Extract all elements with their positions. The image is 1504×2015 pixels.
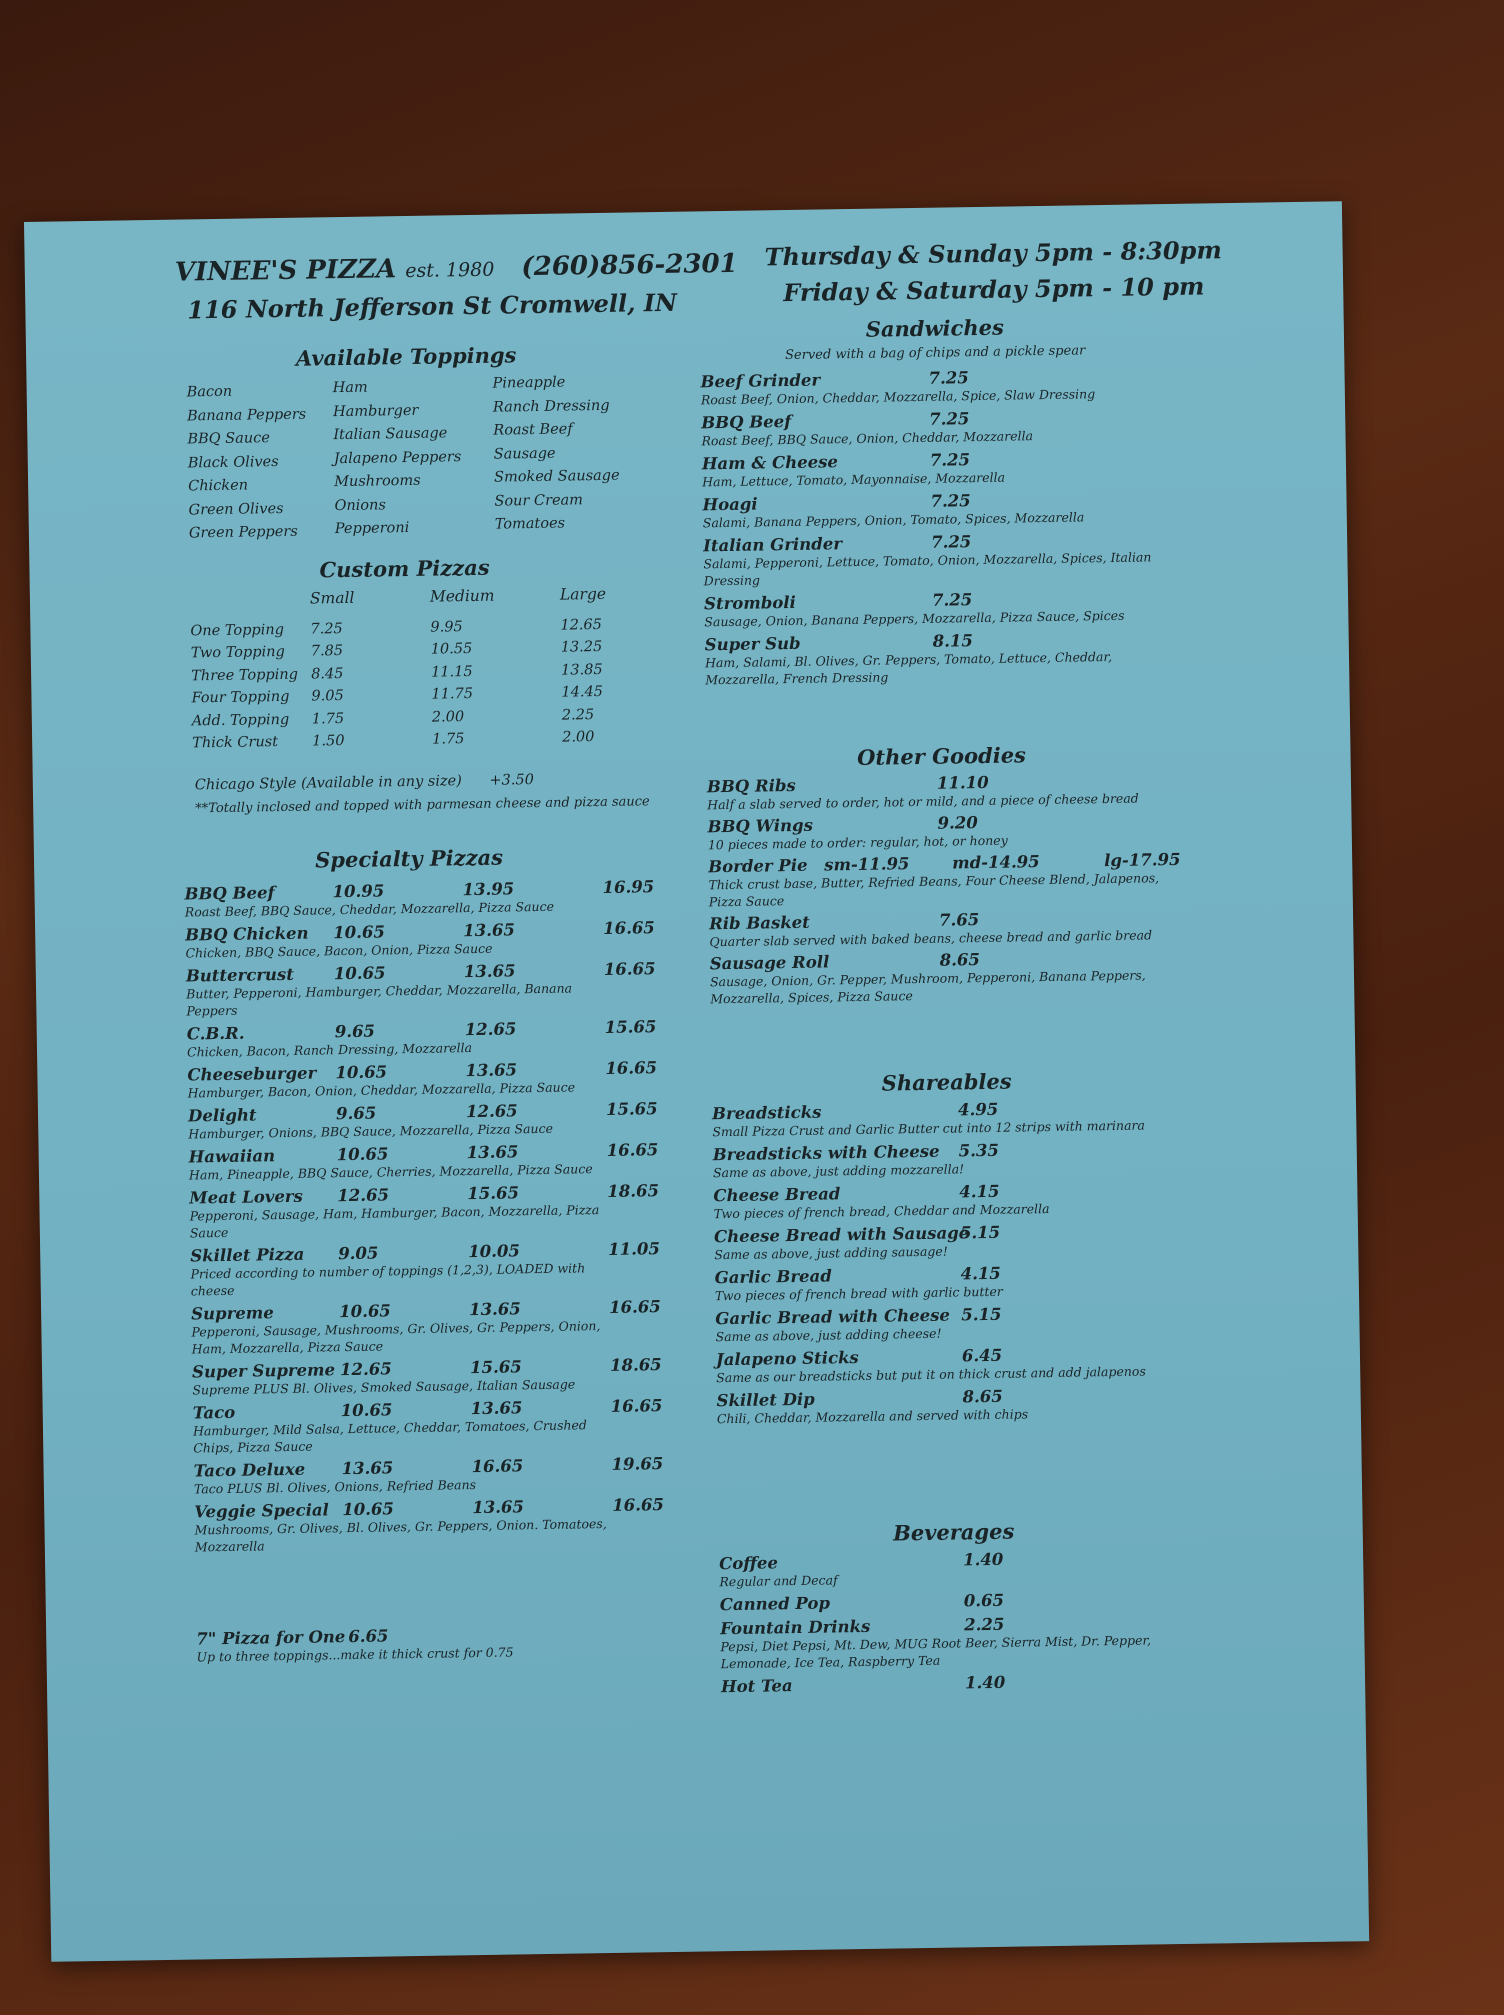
price-small: 12.65 — [337, 1185, 390, 1206]
item-price: 7.25 — [931, 590, 973, 610]
item-name: Cheese Bread — [713, 1184, 841, 1206]
menu-sheet — [24, 201, 1369, 1961]
price-medium: 12.65 — [464, 1019, 517, 1040]
goodies-list — [707, 766, 1191, 1008]
size-small: Small — [309, 589, 355, 608]
price-small: 10.65 — [336, 1144, 389, 1165]
row-label: Thick Crust — [192, 734, 279, 752]
goodie-ribs — [707, 770, 1188, 814]
price-small: 10.65 — [339, 1301, 391, 1322]
price-small: 10.65 — [335, 1062, 388, 1083]
price-large: 16.65 — [603, 959, 656, 979]
item-name: Coffee — [719, 1553, 779, 1574]
toppings-col-2 — [332, 375, 462, 541]
specialty-pizza-item — [192, 1355, 663, 1398]
price-large: 19.65 — [611, 1454, 664, 1474]
item-desc: Pepsi, Diet Pepsi, Mt. Dew, MUG Root Beer, Sierra Mist, Dr. Pepper, Lemonade, Ice Tea, Raspberry Tea — [720, 1632, 1152, 1672]
row-price: 1.75 — [432, 731, 465, 748]
item-desc: Same as above, just adding cheese! — [715, 1325, 942, 1345]
item-name: Beef Grinder — [700, 370, 821, 392]
item-price: 4.15 — [959, 1181, 1000, 1202]
sandwich-item — [701, 406, 1172, 449]
topping-item: Ham — [332, 379, 368, 397]
price-small: 10.65 — [333, 922, 386, 943]
shareable-item — [712, 1097, 1193, 1141]
shareable-item — [714, 1220, 1195, 1264]
item-name: Hot Tea — [720, 1676, 793, 1697]
row-price: 8.45 — [311, 665, 344, 683]
goodie-border-pie — [708, 850, 1189, 911]
item-desc: Hamburger, Mild Salsa, Lettuce, Cheddar, Tomatoes, Crushed Chips, Pizza Sauce — [192, 1417, 587, 1456]
topping-item: Pepperoni — [334, 519, 410, 538]
shareable-item — [713, 1179, 1194, 1223]
item-desc: Pepperoni, Sausage, Mushrooms, Gr. Olives, Gr. Peppers, Onion, Ham, Mozzarella, Pizza Sauce — [191, 1318, 601, 1357]
item-price: 7.65 — [938, 910, 980, 930]
beverages-list — [719, 1542, 1201, 1697]
specialty-pizza-item — [189, 1181, 660, 1241]
row-price: 2.25 — [561, 706, 595, 724]
item-desc: Two pieces of french bread with garlic butter — [714, 1283, 1003, 1304]
topping-item: Chicken — [188, 477, 249, 495]
item-desc: Taco PLUS Bl. Olives, Onions, Refried Beans — [193, 1477, 477, 1497]
price-medium: 15.65 — [469, 1357, 522, 1378]
item-name: Hawaiian — [188, 1146, 276, 1167]
item-desc: Sausage, Onion, Banana Peppers, Mozzarella, Pizza Sauce, Spices — [704, 607, 1125, 630]
restaurant-address: 116 North Jefferson St Cromwell, IN — [187, 287, 678, 325]
specialty-pizza-item — [194, 1495, 665, 1555]
chicago-style — [195, 772, 534, 793]
item-price: 5.15 — [961, 1304, 1002, 1325]
item-desc: Up to three toppings...make it thick crust for 0.75 — [196, 1644, 514, 1665]
size-large: Large — [559, 585, 607, 604]
sandwich-item — [705, 628, 1176, 688]
item-desc: Same as above, just adding mozzarella! — [712, 1161, 965, 1181]
row-price: 2.00 — [431, 708, 465, 726]
price-medium: 13.65 — [463, 961, 516, 982]
item-price: 7.25 — [929, 409, 970, 429]
price-large: 16.65 — [612, 1495, 665, 1515]
sandwiches-title: Sandwiches — [865, 314, 1004, 342]
row-label: One Topping — [190, 621, 285, 640]
item-name: 7" Pizza for One — [196, 1627, 346, 1649]
goodie-wings — [707, 810, 1188, 854]
sandwiches-note: Served with a bag of chips and a pickle spear — [784, 343, 1086, 364]
price-large: 18.65 — [609, 1355, 662, 1375]
item-name: Fountain Drinks — [720, 1616, 871, 1639]
item-name: Italian Grinder — [703, 534, 843, 556]
item-price: 7.25 — [930, 491, 971, 511]
item-desc: Half a slab served to order, hot or mild, and a piece of cheese bread — [707, 790, 1139, 813]
hours-fri-sat: Friday & Saturday 5pm - 10 pm — [782, 271, 1205, 308]
price-large: 16.65 — [606, 1140, 659, 1160]
item-desc: Roast Beef, BBQ Sauce, Onion, Cheddar, Mozzarella — [701, 428, 1034, 449]
row-label: Four Topping — [191, 689, 290, 707]
shareable-item — [713, 1138, 1194, 1182]
shareables-list — [712, 1092, 1197, 1427]
price-small: 10.65 — [340, 1400, 393, 1421]
item-desc: Supreme PLUS Bl. Olives, Smoked Sausage, Italian Sausage — [192, 1376, 576, 1398]
row-label: Two Topping — [190, 644, 285, 662]
item-name: Super Sub — [704, 633, 801, 655]
specialty-pizza-item — [189, 1140, 660, 1183]
item-desc: Ham, Salami, Bl. Olives, Gr. Peppers, Tomato, Lettuce, Cheddar, Mozzarella, French Dressing — [704, 648, 1113, 688]
item-name: Super Supreme — [191, 1360, 336, 1382]
price-large: 16.65 — [610, 1396, 663, 1416]
item-name: Cheeseburger — [187, 1063, 317, 1085]
item-price: 4.95 — [957, 1099, 999, 1120]
item-name: Veggie Special — [194, 1500, 330, 1522]
sandwich-item — [700, 365, 1171, 408]
item-name: Ham & Cheese — [701, 452, 839, 474]
row-price: 11.15 — [430, 663, 473, 681]
item-price: 8.65 — [939, 950, 981, 970]
price-large: 15.65 — [604, 1017, 657, 1037]
row-price: 9.05 — [311, 688, 344, 705]
price-large: 16.65 — [603, 918, 655, 938]
row-price: 12.65 — [560, 616, 603, 634]
item-name: Taco — [192, 1402, 236, 1423]
item-name: Delight — [187, 1105, 257, 1126]
specialty-pizza-item — [187, 1017, 658, 1060]
item-name: Taco Deluxe — [193, 1459, 306, 1481]
item-name: Breadsticks — [711, 1102, 822, 1124]
item-desc: Sausage, Onion, Gr. Pepper, Mushroom, Pepperoni, Banana Peppers, Mozzarella, Spices, Pizza Sauce — [709, 967, 1146, 1007]
topping-item: Roast Beef — [493, 421, 573, 439]
specialty-pizza-item — [186, 959, 657, 1019]
specialty-pizza-item — [190, 1239, 661, 1299]
beverage-item — [720, 1612, 1201, 1673]
item-name: Jalapeno Sticks — [715, 1348, 859, 1370]
item-name: BBQ Wings — [707, 815, 814, 837]
price-large: lg-17.95 — [1104, 849, 1181, 871]
item-desc: Regular and Decaf — [719, 1572, 838, 1590]
restaurant-name: VINEE'S PIZZA — [174, 254, 397, 288]
item-price: 6.65 — [348, 1626, 389, 1647]
price-medium: 13.65 — [468, 1299, 521, 1320]
item-price: 7.25 — [930, 532, 972, 552]
topping-item: Sausage — [493, 445, 556, 463]
price-small: sm-11.95 — [824, 854, 910, 875]
item-price: 2.25 — [964, 1614, 1005, 1635]
item-desc: Salami, Banana Peppers, Onion, Tomato, Spices, Mozzarella — [702, 509, 1085, 531]
row-label: Three Topping — [191, 666, 299, 685]
item-price: 11.10 — [936, 772, 989, 793]
restaurant-title — [175, 249, 738, 288]
topping-item: Sour Cream — [494, 491, 584, 510]
topping-item: Mushrooms — [333, 472, 421, 491]
specialty-pizza-item — [187, 1058, 658, 1101]
chicago-style-price: +3.50 — [489, 772, 535, 789]
price-small: 9.05 — [338, 1243, 379, 1264]
price-small: 10.95 — [332, 881, 385, 902]
price-small: 10.65 — [342, 1499, 395, 1520]
item-desc: Chicken, Bacon, Ranch Dressing, Mozzarella — [186, 1040, 473, 1060]
sandwich-item — [702, 447, 1173, 490]
item-desc: Ham, Lettuce, Tomato, Mayonnaise, Mozzarella — [702, 469, 1006, 490]
item-name: BBQ Beef — [701, 411, 792, 433]
specialty-pizza-item — [184, 877, 655, 920]
item-price: 7.25 — [928, 368, 969, 388]
item-price: 5.35 — [958, 1140, 1000, 1161]
list-item — [196, 1622, 667, 1665]
row-price: 14.45 — [561, 684, 604, 701]
item-name: Skillet Pizza — [190, 1244, 305, 1266]
beverage-item — [720, 1588, 1200, 1615]
row-price: 1.75 — [311, 710, 345, 728]
item-name: Skillet Dip — [716, 1389, 815, 1411]
price-medium: 12.65 — [465, 1101, 518, 1122]
topping-item: BBQ Sauce — [187, 430, 270, 448]
beverages-title: Beverages — [892, 1518, 1015, 1546]
item-name: Sausage Roll — [709, 952, 830, 974]
item-desc: Roast Beef, Onion, Cheddar, Mozzarella, Spice, Slaw Dressing — [700, 386, 1096, 408]
row-price: 11.75 — [431, 686, 474, 703]
item-name: BBQ Ribs — [706, 775, 796, 797]
item-name: Rib Basket — [708, 912, 810, 934]
topping-item: Bacon — [186, 383, 233, 401]
shareable-item — [715, 1302, 1196, 1346]
item-desc: Hamburger, Bacon, Onion, Cheddar, Mozzarella, Pizza Sauce — [187, 1079, 576, 1101]
specialty-pizza-item — [188, 1099, 659, 1142]
specialty-pizza-item — [193, 1454, 664, 1497]
shareable-item — [715, 1261, 1196, 1305]
topping-item: Italian Sausage — [333, 425, 448, 444]
price-small: 9.65 — [335, 1103, 377, 1124]
item-desc: Two pieces of french bread, Cheddar and Mozzarella — [713, 1201, 1050, 1222]
sandwich-item — [702, 488, 1173, 531]
specialty-pizza-item — [193, 1396, 664, 1456]
item-price: 0.65 — [963, 1590, 1005, 1611]
price-medium: 13.65 — [466, 1142, 519, 1163]
topping-item: Hamburger — [332, 402, 419, 420]
item-price: 7.25 — [929, 450, 971, 470]
toppings-col-3 — [492, 371, 620, 537]
item-price: 6.45 — [961, 1345, 1003, 1366]
item-desc: Same as our breadsticks but put it on thick crust and add jalapenos — [716, 1363, 1146, 1386]
item-name: BBQ Beef — [184, 883, 275, 904]
item-desc: 10 pieces made to order: regular, hot, or honey — [707, 832, 1008, 853]
sandwich-item — [704, 587, 1175, 630]
item-name: Garlic Bread with Cheese — [715, 1305, 951, 1329]
item-price: 5.15 — [959, 1222, 1001, 1243]
item-price: 1.40 — [964, 1672, 1006, 1693]
topping-item: Ranch Dressing — [492, 397, 610, 416]
sandwich-item — [703, 529, 1174, 589]
topping-item: Smoked Sausage — [493, 467, 620, 486]
topping-item: Green Peppers — [188, 523, 298, 542]
pizza-for-one — [196, 1618, 667, 1665]
price-large: 16.65 — [605, 1058, 658, 1078]
price-large: 15.65 — [605, 1099, 658, 1119]
shareable-item — [716, 1384, 1197, 1428]
price-large: 11.05 — [608, 1239, 661, 1259]
item-name: Hoagi — [702, 494, 758, 515]
beverage-item — [721, 1670, 1201, 1697]
specialty-list — [184, 872, 665, 1555]
item-name: Breadsticks with Cheese — [712, 1141, 940, 1165]
price-medium: 15.65 — [467, 1183, 520, 1204]
price-medium: 16.65 — [471, 1456, 524, 1477]
item-desc: Hamburger, Onions, BBQ Sauce, Mozzarella, Pizza Sauce — [188, 1120, 554, 1142]
item-price: 8.65 — [962, 1386, 1003, 1407]
price-small: 10.65 — [333, 963, 386, 984]
row-price: 1.50 — [312, 733, 345, 750]
item-desc: Salami, Pepperoni, Lettuce, Tomato, Onion, Mozzarella, Spices, Italian Dressing — [703, 549, 1152, 589]
custom-pizzas-table — [190, 582, 643, 755]
row-label: Add. Topping — [191, 711, 290, 730]
goodie-rib-basket — [709, 907, 1190, 951]
price-small: 12.65 — [339, 1359, 392, 1380]
topping-item: Green Olives — [188, 500, 284, 518]
price-medium: 10.05 — [468, 1241, 521, 1262]
row-price: 13.85 — [560, 661, 603, 679]
item-desc: Roast Beef, BBQ Sauce, Cheddar, Mozzarella, Pizza Sauce — [184, 898, 555, 920]
item-name: Buttercrust — [185, 964, 295, 986]
item-desc: Pepperoni, Sausage, Ham, Hamburger, Bacon, Mozzarella, Pizza Sauce — [189, 1202, 600, 1241]
beverage-item — [719, 1547, 1200, 1591]
price-medium: 13.65 — [472, 1497, 525, 1518]
row-price: 2.00 — [562, 729, 595, 746]
item-desc: Same as above, just adding sausage! — [714, 1243, 948, 1263]
topping-item: Tomatoes — [494, 515, 566, 533]
specialty-pizza-item — [185, 918, 656, 961]
item-name: C.B.R. — [186, 1023, 245, 1044]
sandwiches-list — [700, 360, 1175, 688]
item-name: Cheese Bread with Sausage — [713, 1223, 970, 1247]
row-price: 13.25 — [560, 639, 603, 656]
price-medium: 13.95 — [462, 879, 515, 900]
item-desc: Chili, Cheddar, Mozzarella and served with chips — [716, 1406, 1029, 1427]
price-medium: 13.65 — [470, 1398, 523, 1419]
row-price: 10.55 — [430, 641, 473, 658]
topping-item: Jalapeno Peppers — [333, 448, 462, 467]
specialty-title: Specialty Pizzas — [314, 844, 504, 873]
size-medium: Medium — [429, 586, 495, 606]
item-name: Stromboli — [703, 592, 797, 614]
item-desc: Thick crust base, Butter, Refried Beans, Four Cheese Blend, Jalapenos, Pizza Sauce — [708, 870, 1160, 910]
item-name: Canned Pop — [719, 1593, 831, 1615]
price-small: 9.65 — [334, 1021, 376, 1042]
row-price: 7.85 — [310, 643, 344, 660]
established-year: est. 1980 — [405, 258, 495, 283]
item-price: 4.15 — [960, 1263, 1001, 1284]
price-medium: md-14.95 — [952, 852, 1040, 873]
item-price: 8.15 — [932, 631, 974, 651]
item-desc: Mushrooms, Gr. Olives, Bl. Olives, Gr. Peppers, Onion. Tomatoes, Mozzarella — [194, 1516, 607, 1555]
chicago-note: **Totally inclosed and topped with parmesan cheese and pizza sauce — [195, 794, 650, 817]
item-desc: Ham, Pineapple, BBQ Sauce, Cherries, Mozzarella, Pizza Sauce — [188, 1161, 593, 1183]
price-large: 18.65 — [607, 1181, 660, 1201]
topping-item: Black Olives — [187, 453, 279, 471]
item-desc: Priced according to number of toppings (1,2,3), LOADED with cheese — [190, 1260, 586, 1299]
item-name: Meat Lovers — [189, 1186, 303, 1208]
item-price: 9.20 — [937, 813, 978, 833]
chicago-style-label: Chicago Style (Available in any size) — [194, 773, 462, 794]
item-desc: Small Pizza Crust and Garlic Butter cut into 12 strips with marinara — [712, 1117, 1146, 1140]
item-name: Supreme — [191, 1303, 274, 1324]
custom-pizzas-title: Custom Pizzas — [319, 554, 490, 583]
shareables-title: Shareables — [881, 1068, 1012, 1096]
item-name: BBQ Chicken — [185, 923, 309, 945]
row-price: 7.25 — [310, 620, 343, 638]
item-price: 1.40 — [962, 1549, 1004, 1570]
price-medium: 13.65 — [465, 1060, 518, 1081]
row-price: 9.95 — [430, 618, 463, 636]
shareable-item — [716, 1343, 1197, 1387]
item-desc: Butter, Pepperoni, Hamburger, Cheddar, Mozzarella, Banana Peppers — [186, 980, 573, 1019]
item-desc: Chicken, BBQ Sauce, Bacon, Onion, Pizza Sauce — [185, 940, 493, 961]
goodies-title: Other Goodies — [856, 742, 1027, 770]
item-name: Garlic Bread — [714, 1266, 832, 1288]
toppings-col-1 — [187, 380, 309, 546]
price-medium: 13.65 — [463, 920, 516, 941]
price-large: 16.95 — [602, 877, 655, 897]
item-name: Border Pie — [708, 855, 808, 877]
price-large: 16.65 — [608, 1297, 661, 1317]
topping-item: Onions — [334, 496, 386, 514]
toppings-title: Available Toppings — [295, 342, 517, 371]
item-desc: Quarter slab served with baked beans, cheese bread and garlic bread — [709, 927, 1153, 950]
goodie-sausage-roll — [710, 947, 1191, 1008]
specialty-pizza-item — [191, 1297, 662, 1357]
phone-number: (260)856-2301 — [521, 248, 738, 283]
topping-item: Pineapple — [492, 374, 566, 392]
hours-thu-sun: Thursday & Sunday 5pm - 8:30pm — [764, 235, 1222, 272]
price-small: 13.65 — [341, 1458, 394, 1479]
topping-item: Banana Peppers — [186, 406, 307, 424]
